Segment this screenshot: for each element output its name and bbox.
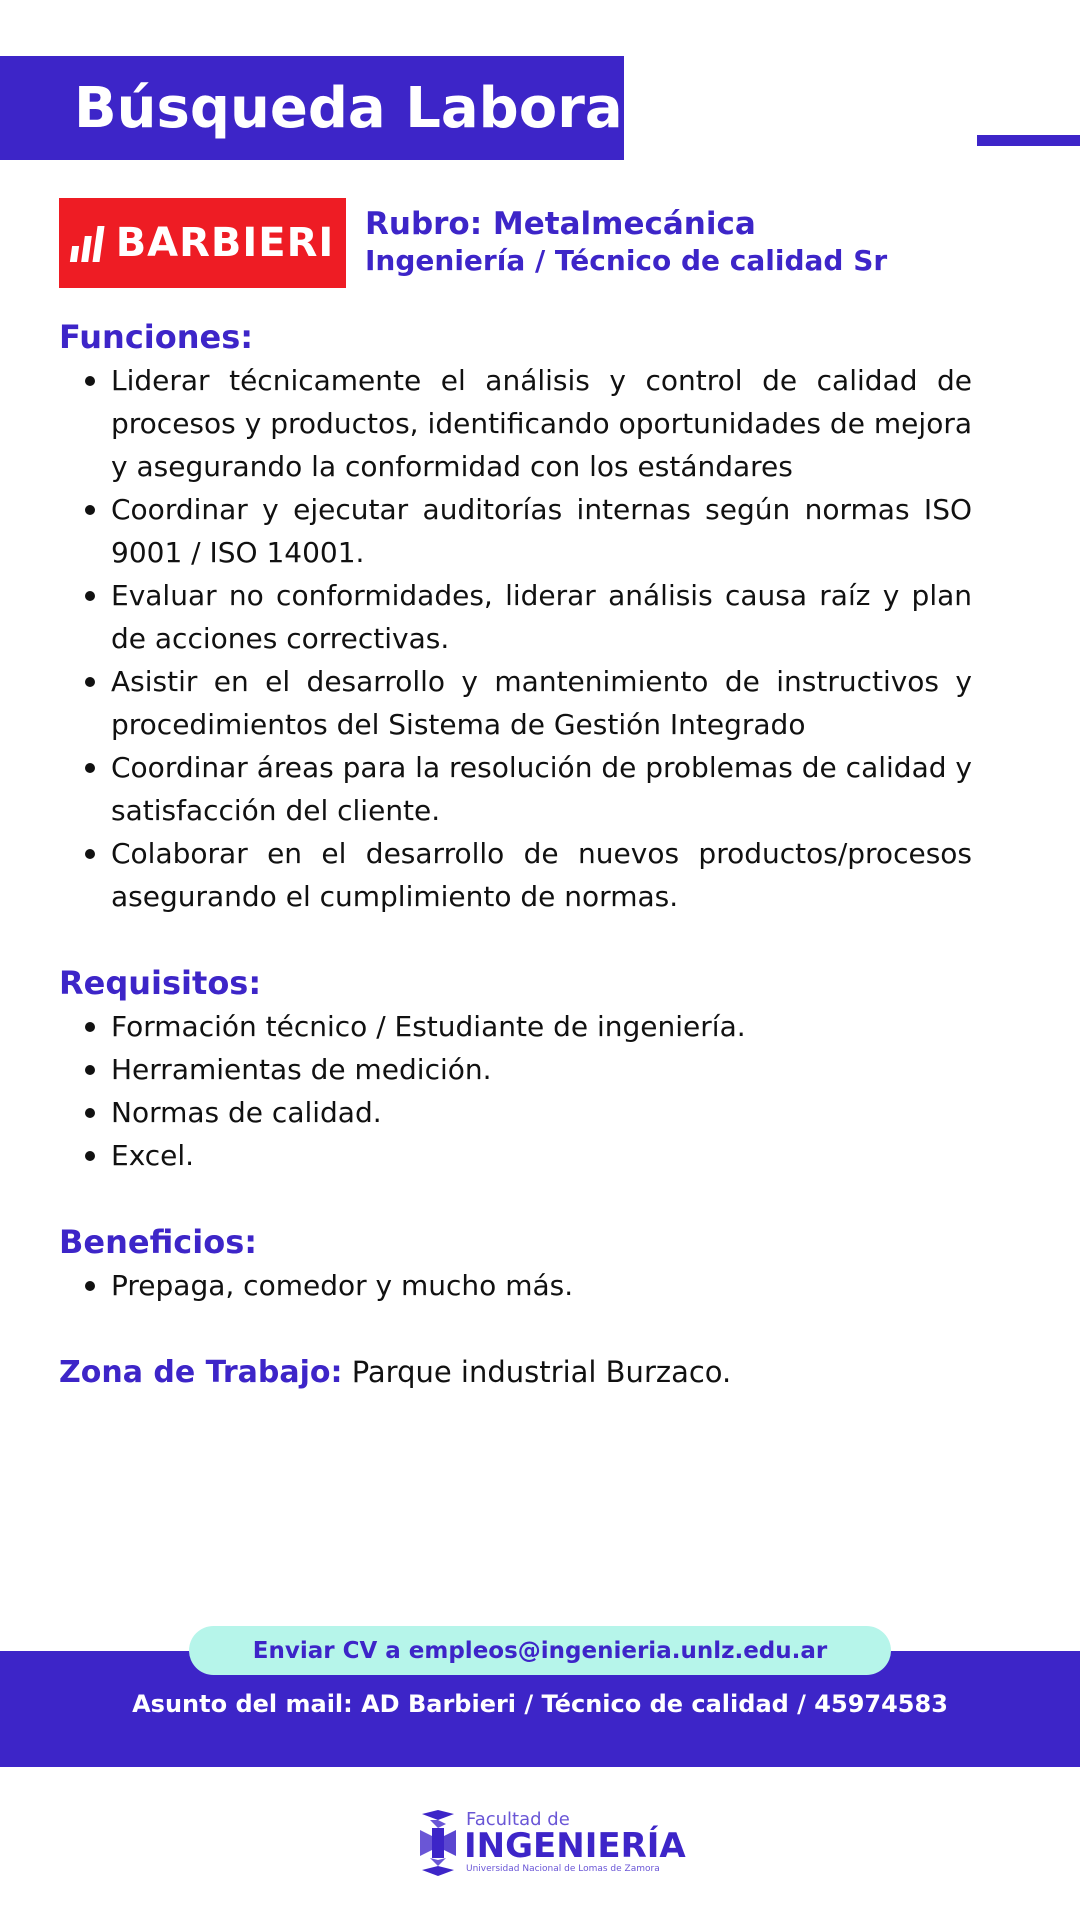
work-zone-value: Parque industrial Burzaco. — [342, 1355, 732, 1389]
list-item: Herramientas de medición. — [111, 1048, 972, 1091]
beneficios-title: Beneficios: — [59, 1223, 258, 1261]
funciones-title: Funciones: — [59, 318, 254, 356]
list-item: Liderar técnicamente el análisis y control de calidad de procesos y productos, identificando oportunidades de mejora y asegurando la conformidad con los estándares — [111, 359, 972, 488]
list-item: Coordinar áreas para la resolución de problemas de calidad y satisfacción del cliente. — [111, 746, 972, 832]
job-details — [59, 315, 972, 1395]
list-item: Excel. — [111, 1134, 972, 1177]
accent-line — [977, 135, 1080, 146]
list-item: Asistir en el desarrollo y mantenimiento de instructivos y procedimientos del Sistema de Gestión Integrado — [111, 660, 972, 746]
list-item: Prepaga, comedor y mucho más. — [111, 1264, 972, 1307]
job-heading — [365, 205, 1055, 279]
list-item: Colaborar en el desarrollo de nuevos productos/procesos asegurando el cumplimiento de normas. — [111, 832, 972, 918]
email-cta[interactable]: Enviar CV a empleos@ingenieria.unlz.edu.ar — [189, 1626, 891, 1675]
list-item: Formación técnico / Estudiante de ingeniería. — [111, 1005, 972, 1048]
industry-label: Rubro: Metalmecánica — [365, 206, 756, 242]
faculty-logo — [418, 1809, 686, 1878]
work-zone — [59, 1350, 972, 1395]
work-zone-label: Zona de Trabajo: — [59, 1355, 343, 1390]
email-subject: Asunto del mail: AD Barbieri / Técnico de calidad / 45974583 — [132, 1690, 948, 1718]
list-item: Coordinar y ejecutar auditorías internas según normas ISO 9001 / ISO 14001. — [111, 488, 972, 574]
page-title: Búsqueda Laboral — [74, 75, 642, 141]
beneficios-list — [111, 1264, 972, 1307]
company-logo — [59, 198, 346, 288]
role-label: Ingeniería / Técnico de calidad Sr — [365, 244, 888, 277]
company-logo-text: BARBIERI — [115, 220, 335, 266]
faculty-line-2: INGENIERÍA — [464, 1826, 686, 1866]
requisitos-title: Requisitos: — [59, 964, 262, 1002]
requisitos-list — [111, 1005, 972, 1177]
list-item: Normas de calidad. — [111, 1091, 972, 1134]
title-banner — [0, 56, 642, 160]
funciones-list — [111, 359, 972, 918]
list-item: Evaluar no conformidades, liderar análisis causa raíz y plan de acciones correctivas. — [111, 574, 972, 660]
barbieri-logo-icon — [71, 224, 102, 262]
faculty-line-1: Facultad de — [466, 1809, 570, 1830]
faculty-emblem-icon — [418, 1810, 458, 1876]
faculty-line-3: Universidad Nacional de Lomas de Zamora — [466, 1864, 660, 1874]
